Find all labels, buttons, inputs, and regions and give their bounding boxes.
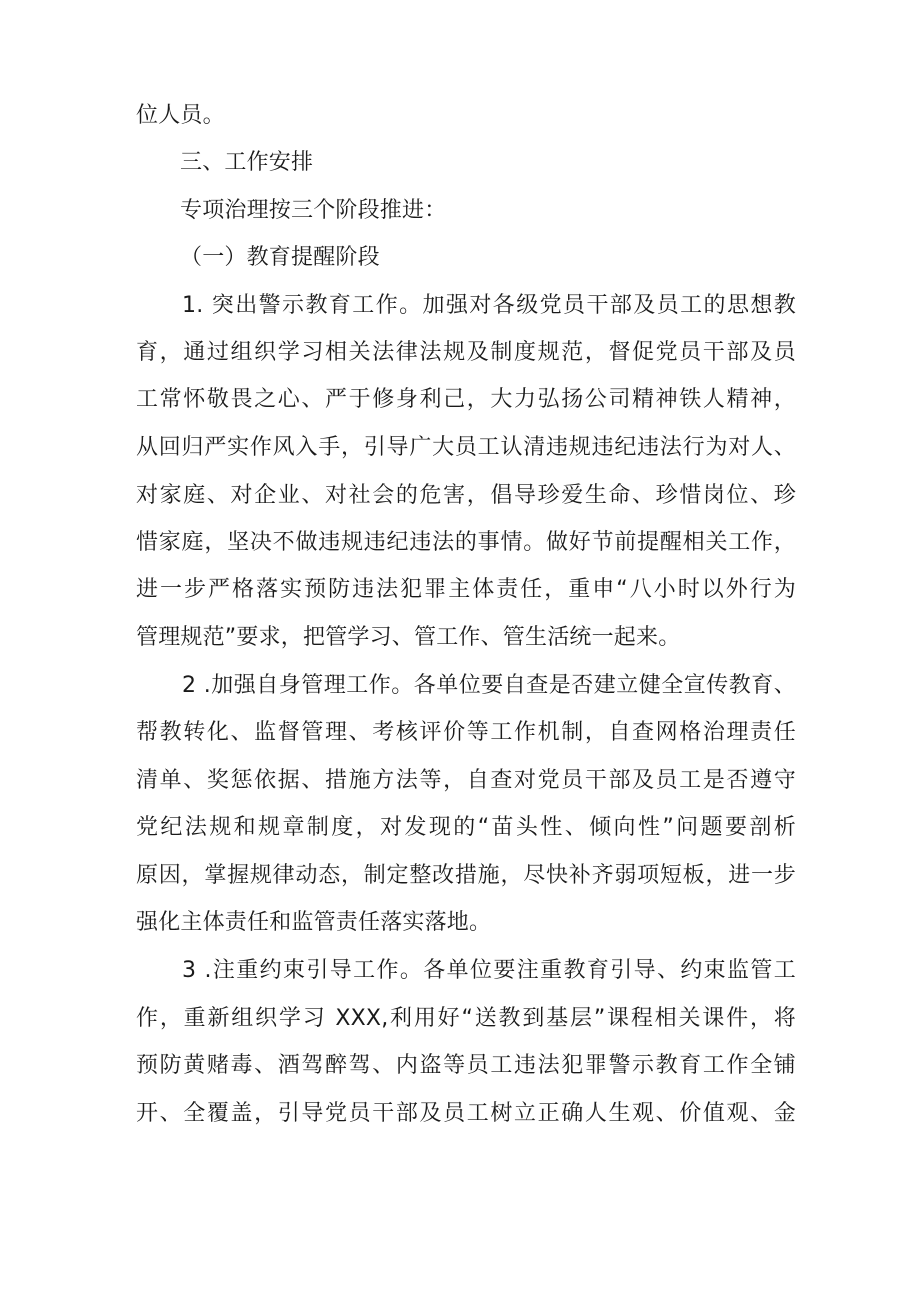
section-heading: 三、工作安排: [180, 150, 314, 175]
text-line: 专项治理按三个阶段推进：: [180, 198, 447, 223]
text-line: 位人员。: [136, 103, 225, 128]
paragraph-line: 进一步严格落实预防违法犯罪主体责任，重申“八小时以外行为: [136, 577, 796, 602]
paragraph-line: 清单、奖惩依据、措施方法等，自查对党员干部及员工是否遵守: [136, 768, 796, 793]
paragraph-line: 工常怀敬畏之心、严于修身利己，大力弘扬公司精神铁人精神，: [136, 387, 796, 412]
paragraph-line: 强化主体责任和监管责任落实落地。: [136, 910, 492, 935]
paragraph-line: 预防黄赌毒、酒驾醉驾、内盗等员工违法犯罪警示教育工作全铺: [136, 1053, 796, 1078]
paragraph-line: 对家庭、对企业、对社会的危害，倡导珍爱生命、珍惜岗位、珍: [136, 483, 796, 508]
subsection-heading: （一）教育提醒阶段: [180, 245, 380, 270]
paragraph-line: 开、全覆盖，引导党员干部及员工树立正确人生观、价值观、金: [136, 1101, 796, 1126]
paragraph-line: 从回归严实作风入手，引导广大员工认清违规违纪违法行为对人、: [136, 435, 796, 460]
paragraph-line: 惜家庭，坚决不做违规违纪违法的事情。做好节前提醒相关工作，: [136, 530, 796, 555]
paragraph-line: 党纪法规和规章制度，对发现的“苗头性、倾向性”问题要剖析: [136, 815, 796, 840]
paragraph-line: 1. 突出警示教育工作。加强对各级党员干部及员工的思想教: [182, 293, 796, 318]
paragraph-line: 2 .加强自身管理工作。各单位要自查是否建立健全宣传教育、: [182, 673, 796, 698]
paragraph-line: 管理规范”要求，把管学习、管工作、管生活统一起来。: [136, 625, 681, 650]
paragraph-line: 3 .注重约束引导工作。各单位要注重教育引导、约束监管工: [182, 958, 796, 983]
paragraph-line: 帮教转化、监督管理、考核评价等工作机制，自查网格治理责任: [136, 720, 796, 745]
paragraph-line: 原因，掌握规律动态，制定整改措施，尽快补齐弱项短板，进一步: [136, 863, 796, 888]
paragraph-line: 作，重新组织学习 XXX,利用好“送教到基层”课程相关课件，将: [136, 1006, 796, 1031]
paragraph-line: 育，通过组织学习相关法律法规及制度规范，督促党员干部及员: [136, 340, 796, 365]
